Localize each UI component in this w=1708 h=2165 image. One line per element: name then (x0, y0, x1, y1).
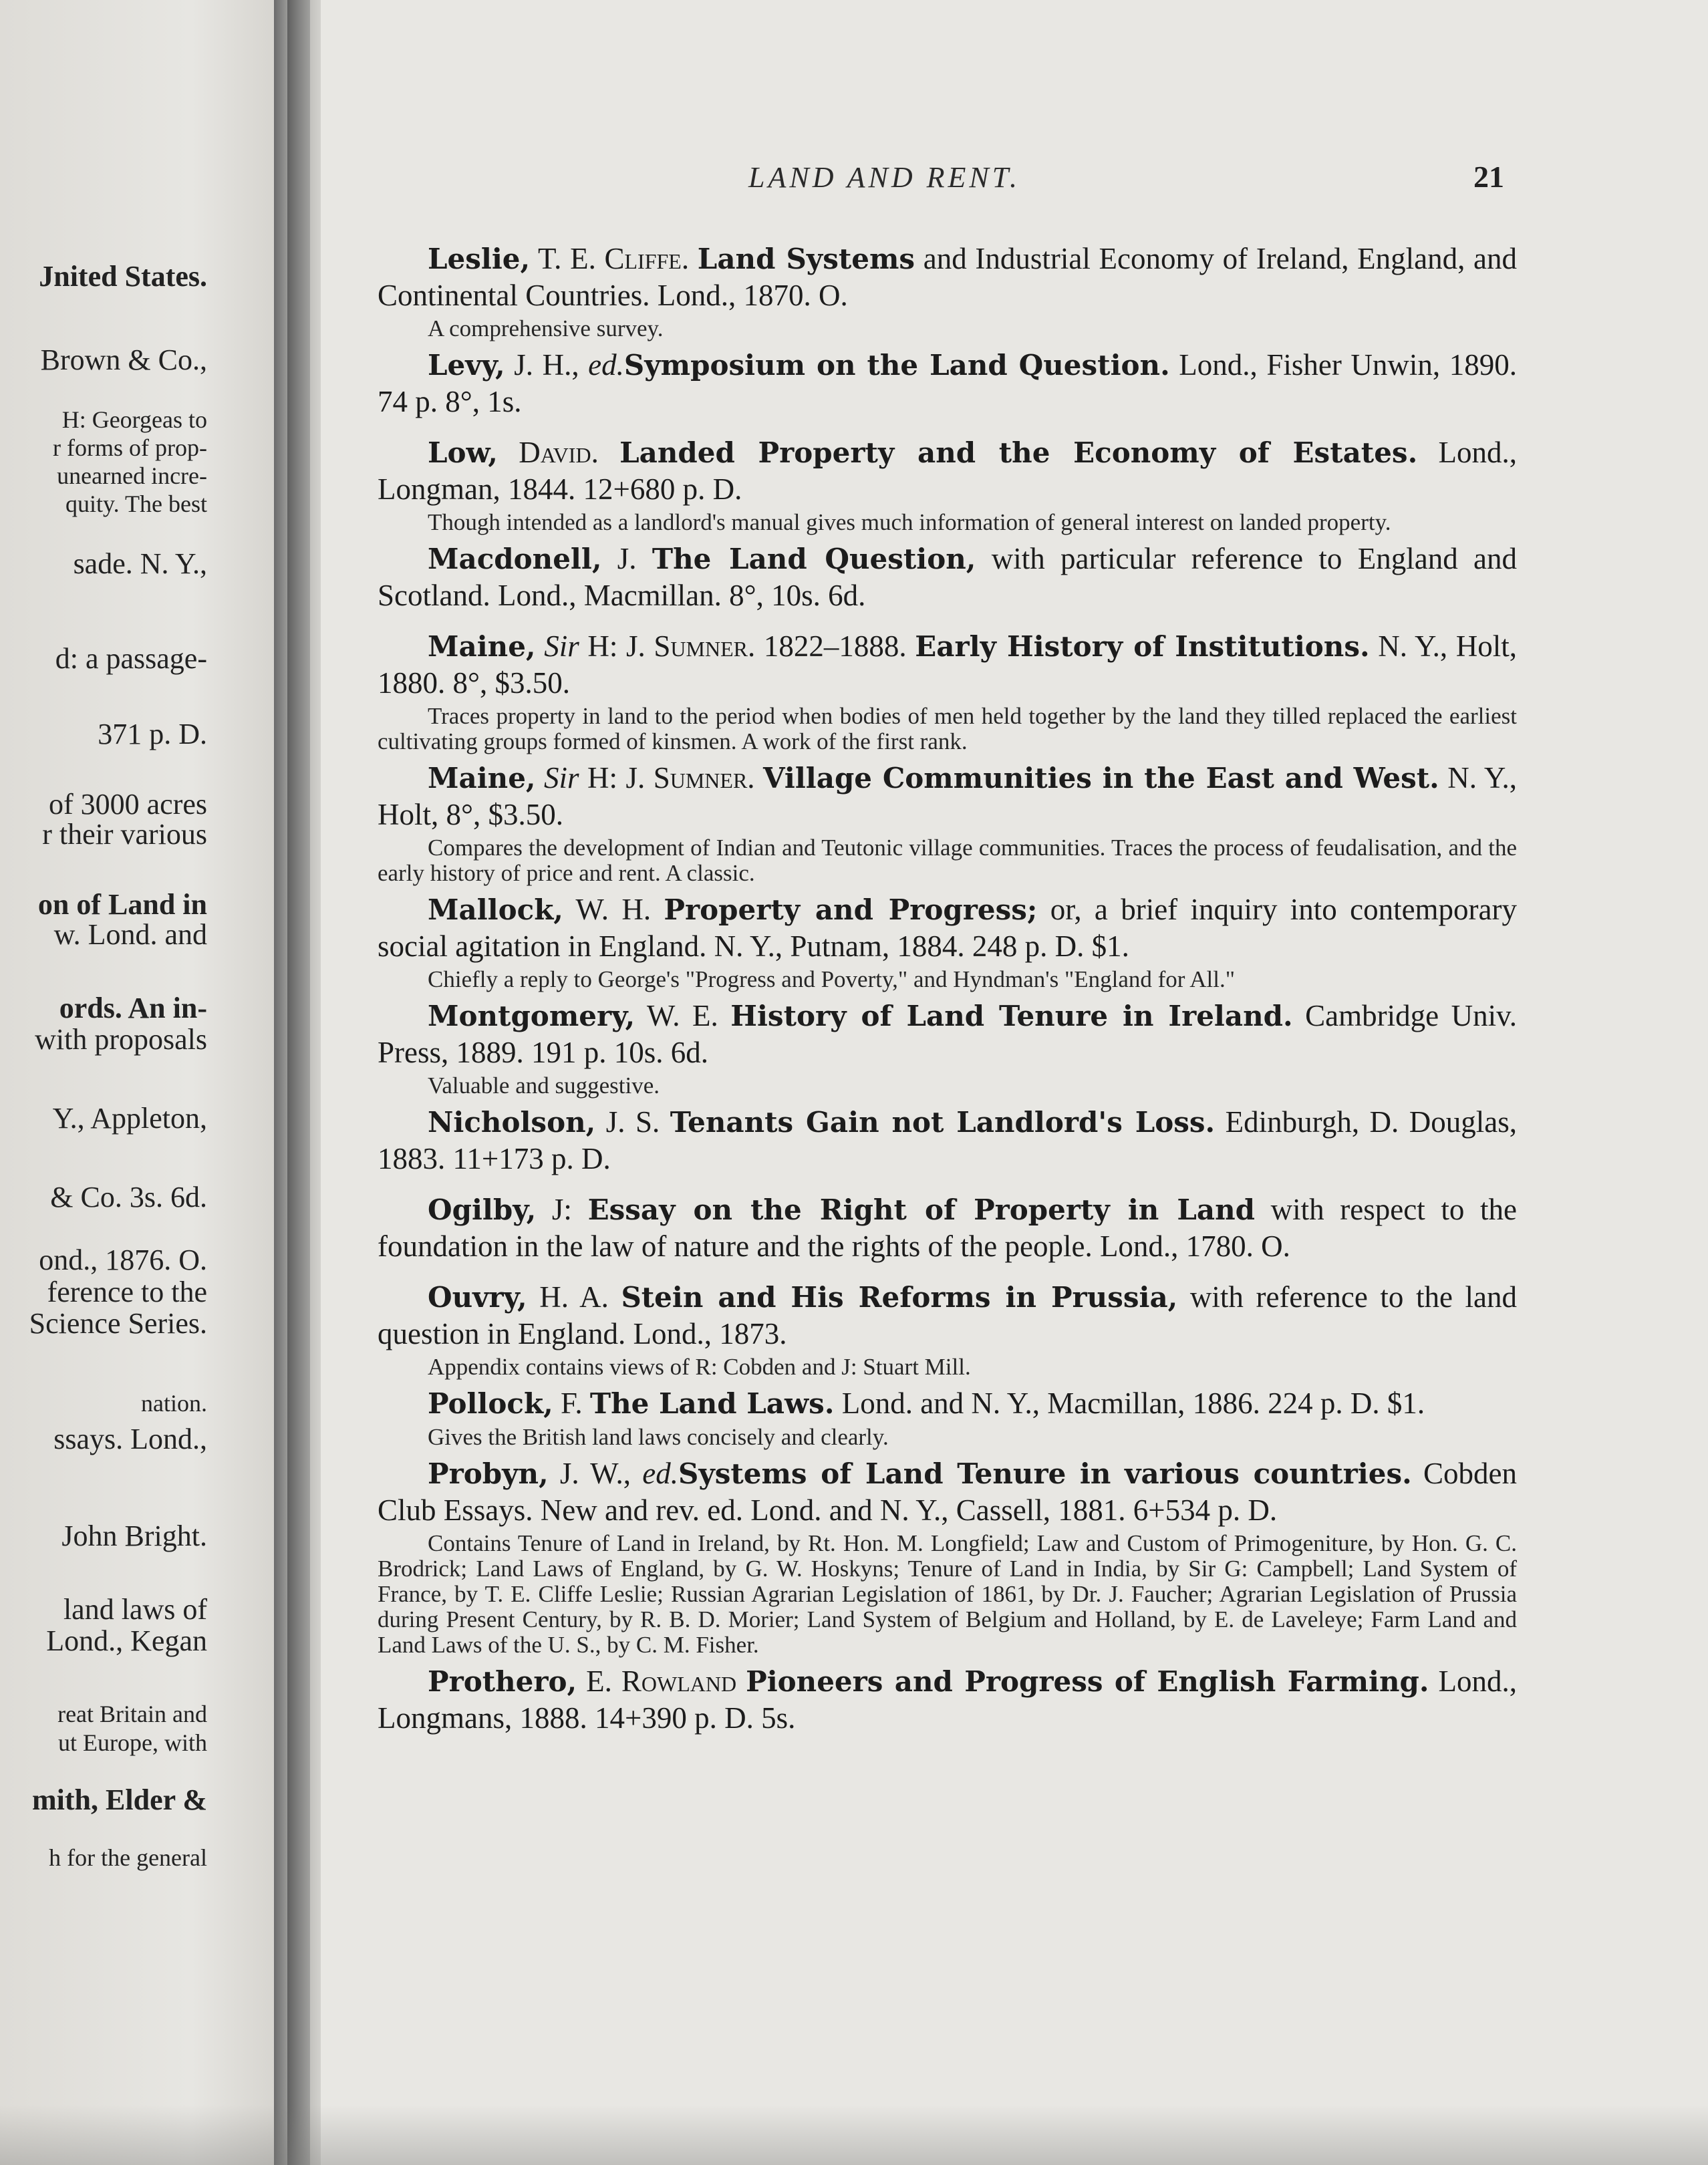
entry-citation (378, 1663, 1517, 1736)
left-page-line: Science Series. (29, 1307, 207, 1340)
entry-author-surname: Maine, (428, 630, 536, 663)
entry-author-initials: F. (553, 1387, 590, 1420)
entry-citation (378, 891, 1517, 964)
left-page-line: h for the general (49, 1844, 207, 1871)
entry-author-initials: J. H., (505, 348, 589, 382)
entry-citation (378, 628, 1517, 701)
entry-publication: with particular reference to England and Scotland. Lond., Macmillan. 8°, 10s. 6d. (378, 542, 1517, 612)
left-page-line: w. Lond. and (53, 918, 207, 951)
entry-author-surname: Maine, (428, 762, 536, 795)
entry-publication: Lond. and N. Y., Macmillan, 1886. 224 p. D. $1. (834, 1387, 1425, 1420)
entry-title: Property and Progress; (664, 893, 1038, 926)
entry-title: Pioneers and Progress of English Farming. (746, 1665, 1429, 1698)
entry-author-initials: J. W., (548, 1457, 643, 1490)
left-page-line: nation. (141, 1390, 207, 1417)
entry-citation (378, 760, 1517, 833)
entry-author-italic: ed. (642, 1457, 678, 1490)
entry-publication: Edinburgh, D. Douglas, 1883. 11+173 p. D. (378, 1105, 1517, 1175)
entry-citation (378, 1455, 1517, 1528)
bib-entry (378, 891, 1517, 992)
entry-title: Systems of Land Tenure in various countries. (678, 1457, 1412, 1490)
entry-author-italic: Sir (544, 761, 579, 795)
entry-author-initials: W. H. (563, 893, 664, 926)
bib-entry (378, 1663, 1517, 1736)
entry-author-smallcaps: Rowland (621, 1665, 737, 1698)
entry-title: Symposium on the Land Question. (623, 349, 1170, 382)
entry-annotation: Traces property in land to the period when bodies of men held together by the land they tilled replaced the earliest cultivating groups formed of kinsmen. A work of the first rank. (378, 703, 1517, 754)
entry-citation (378, 347, 1517, 420)
entry-author-surname: Prothero, (428, 1665, 577, 1698)
entry-author-initials: J. S. (595, 1105, 670, 1139)
entry-citation (378, 998, 1517, 1070)
left-page-line: ference to the (47, 1276, 207, 1308)
left-page-line: ords. An in- (59, 992, 207, 1024)
entry-author-surname: Ogilby, (428, 1193, 537, 1226)
entry-title: Early History of Institutions. (915, 630, 1370, 663)
entry-author-dates: 1822–1888. (755, 629, 915, 663)
entry-citation (378, 1104, 1517, 1177)
entry-author-surname: Probyn, (428, 1457, 549, 1490)
entry-author-italic: ed. (588, 348, 624, 382)
left-page-line: r forms of prop- (53, 434, 207, 461)
entry-title: Village Communities in the East and West. (763, 762, 1439, 795)
entry-citation (378, 541, 1517, 613)
entry-citation (378, 1191, 1517, 1264)
entry-citation (378, 1385, 1517, 1422)
entry-author-surname: Mallock, (428, 893, 563, 926)
entry-author-initials (498, 436, 519, 469)
left-page-line: Lond., Kegan (46, 1624, 207, 1657)
left-page-line: mith, Elder & (32, 1783, 207, 1816)
entry-publication: with respect to the foundation in the law of nature and the rights of the people. Lond., 1780. O. (378, 1193, 1518, 1263)
entry-author-surname: Levy, (428, 349, 505, 382)
bib-entry (378, 1279, 1517, 1380)
left-page-line: land laws of (63, 1593, 207, 1626)
entry-citation (378, 1279, 1517, 1352)
bib-entry (378, 1104, 1517, 1177)
left-page-line: Y., Appleton, (52, 1102, 207, 1135)
bib-entry (378, 998, 1517, 1099)
entry-title: Land Systems (697, 243, 915, 275)
entry-author-surname: Montgomery, (428, 1000, 635, 1032)
bib-entry (378, 541, 1517, 613)
left-page-line: H: Georgeas to (61, 406, 207, 433)
entry-publication: N. Y., Holt, 1880. 8°, $3.50. (378, 629, 1518, 700)
entry-author-surname: Ouvry, (428, 1281, 527, 1314)
entry-publication: with reference to the land question in England. Lond., 1873. (378, 1280, 1518, 1350)
entry-annotation: Appendix contains views of R: Cobden and J: Stuart Mill. (428, 1354, 971, 1380)
entry-author-italic: Sir (544, 629, 579, 663)
entry-title: History of Land Tenure in Ireland. (730, 1000, 1293, 1032)
entry-citation (378, 434, 1517, 507)
entry-author-initials: H. A. (527, 1280, 621, 1314)
left-page-line: reat Britain and (57, 1701, 207, 1727)
bib-entry (378, 760, 1517, 886)
entry-author-initials (536, 761, 544, 795)
left-page-line: John Bright. (61, 1520, 207, 1552)
entry-author-initials-2: E. (586, 1665, 621, 1698)
bib-entry (378, 1385, 1517, 1450)
left-page-line: ssays. Lond., (53, 1423, 207, 1455)
entry-gap (736, 1665, 746, 1698)
bib-entry (378, 434, 1517, 535)
entry-author-dates (755, 761, 763, 795)
entry-publication: Cambridge Univ. Press, 1889. 191 p. 10s. 6d. (378, 999, 1517, 1069)
entry-author-surname: Pollock, (428, 1387, 553, 1420)
entry-publication: N. Y., Holt, 8°, $3.50. (378, 761, 1518, 831)
left-page-line: 371 p. D. (98, 718, 207, 750)
entry-title: Tenants Gain not Landlord's Loss. (670, 1106, 1216, 1139)
bib-entry (378, 1191, 1517, 1264)
entry-author-surname: Low, (428, 436, 498, 469)
entry-author-initials-2: H: J. (579, 761, 654, 795)
entry-author-smallcaps: David. (519, 436, 599, 469)
entry-annotation: Contains Tenure of Land in Ireland, by Rt. Hon. M. Longfield; Law and Custom of Primogeniture, by Hon. G. C. Brodrick; Land Laws of England, by G. W. Hoskyns; Tenure of Land in India, by Sir G: Campbell; Land System of France, by T. E. Cliffe Leslie; Russian Agrarian Legislation of 1861, by Dr. J. Faucher; Agrarian Legislation of Prussia during Present Century, by R. B. D. Morier; Land System of Belgium and Holland, by E. de Laveleye; Farm Land and Land Laws of the U. S., by C. M. Fisher. (378, 1530, 1517, 1658)
left-page-line: Brown & Co., (40, 343, 207, 376)
entry-author-initials: J: (536, 1193, 588, 1226)
left-page-line: sade. N. Y., (73, 547, 207, 580)
entry-title: The Land Question, (652, 543, 976, 575)
entry-author-surname: Leslie, (428, 243, 531, 275)
bibliography-entries (378, 241, 1517, 1751)
left-page-line: of 3000 acres (48, 788, 207, 821)
left-page-fragment (0, 0, 274, 2165)
entry-title: Essay on the Right of Property in Land (587, 1193, 1255, 1226)
entry-title: The Land Laws. (589, 1387, 835, 1420)
entry-author-initials: T. E. (530, 242, 605, 275)
entry-publication: Lond., Fisher Unwin, 1890. 74 p. 8°, 1s. (378, 348, 1517, 418)
page-number: 21 (1473, 160, 1504, 194)
bib-entry (378, 628, 1517, 754)
entry-publication: Cobden Club Essays. New and rev. ed. Lond. and N. Y., Cassell, 1881. 6+534 p. D. (378, 1457, 1517, 1527)
entry-publication: or, a brief inquiry into contemporary social agitation in England. N. Y., Putnam, 1884. 248 p. D. $1. (378, 893, 1517, 963)
entry-author-surname: Macdonell, (428, 543, 602, 575)
left-page-line: Jnited States. (39, 260, 207, 293)
entry-annotation: Though intended as a landlord's manual gives much information of general interest on landed property. (428, 509, 1391, 535)
entry-gap (689, 242, 698, 275)
entry-author-smallcaps: Sumner. (654, 629, 756, 663)
entry-annotation: Chiefly a reply to George's "Progress and Poverty," and Hyndman's "England for All." (428, 966, 1236, 992)
entry-annotation: A comprehensive survey. (428, 315, 664, 341)
entry-title: Landed Property and the Economy of Estates. (619, 436, 1418, 469)
left-page-line: & Co. 3s. 6d. (50, 1181, 207, 1213)
entry-title: Stein and His Reforms in Prussia, (621, 1281, 1178, 1314)
left-page-line: ond., 1876. O. (39, 1244, 207, 1276)
entry-author-smallcaps: Sumner. (653, 761, 755, 795)
entry-author-initials: J. (601, 542, 652, 575)
left-page-line: ut Europe, with (58, 1729, 207, 1756)
left-page-line: on of Land in (37, 888, 207, 921)
entry-author-initials-2: H: J. (579, 629, 654, 663)
entry-citation (378, 241, 1517, 313)
page-bottom-shadow (0, 2105, 1708, 2165)
entry-publication: Lond., Longmans, 1888. 14+390 p. D. 5s. (378, 1665, 1517, 1735)
entry-author-initials: W. E. (635, 999, 731, 1032)
left-page-line: r their various (42, 818, 207, 851)
bib-entry (378, 1455, 1517, 1658)
left-page-line: with proposals (35, 1023, 207, 1056)
entry-gap (599, 436, 619, 469)
running-head: LAND AND RENT. (748, 161, 1020, 194)
entry-publication: Lond., Longman, 1844. 12+680 p. D. (378, 436, 1517, 506)
bib-entry (378, 241, 1517, 341)
left-page-line: quity. The best (65, 490, 207, 517)
entry-publication: and Industrial Economy of Ireland, England, and Continental Countries. Lond., 1870. O. (378, 242, 1517, 312)
entry-author-smallcaps: Cliffe. (604, 242, 690, 275)
entry-annotation: Gives the British land laws concisely and clearly. (428, 1424, 889, 1450)
entry-author-surname: Nicholson, (428, 1106, 596, 1139)
left-page-line: unearned incre- (57, 462, 207, 489)
book-gutter-fold (287, 0, 310, 2165)
entry-annotation: Compares the development of Indian and Teutonic village communities. Traces the process of feudalisation, and the early history of price and rent. A classic. (378, 835, 1517, 886)
entry-author-initials (536, 629, 545, 663)
left-page-line: d: a passage- (55, 642, 207, 675)
entry-author-initials (577, 1665, 586, 1698)
entry-annotation: Valuable and suggestive. (428, 1072, 660, 1099)
bib-entry (378, 347, 1517, 420)
